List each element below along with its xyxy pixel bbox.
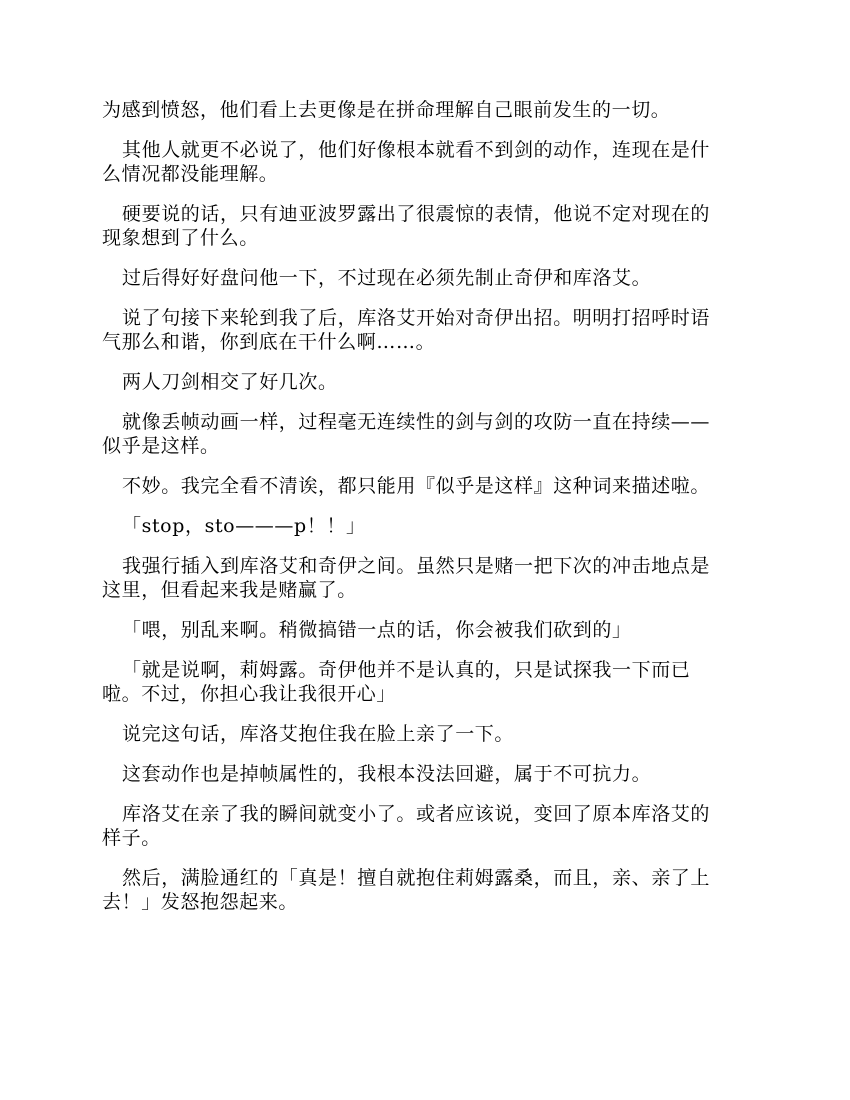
text-line: 硬要说的话，只有迪亚波罗露出了很震惊的表情，他说不定对现在的	[122, 203, 711, 225]
text-line: 「喂，别乱来啊。稍微搞错一点的话，你会被我们砍到的」	[122, 619, 632, 641]
paragraph	[102, 554, 750, 602]
text-line: 现象想到了什么。	[102, 227, 259, 249]
text-line: 过后得好好盘问他一下，不过现在必须先制止奇伊和库洛艾。	[122, 267, 652, 289]
text-line: 这里，但看起来我是赌赢了。	[102, 579, 357, 601]
text-line: 其他人就更不必说了，他们好像根本就看不到剑的动作，连现在是什	[122, 139, 711, 161]
text-line: 两人刀剑相交了好几次。	[122, 371, 338, 393]
text-line: 就像丢帧动画一样，过程毫无连续性的剑与剑的攻防一直在持续——	[122, 411, 711, 433]
text-line: 然后，满脸通红的「真是！擅自就抱住莉姆露桑，而且，亲、亲了上	[122, 867, 711, 889]
text-line: 么情况都没能理解。	[102, 163, 279, 185]
text-line: 为感到愤怒，他们看上去更像是在拼命理解自己眼前发生的一切。	[102, 99, 671, 121]
text-line: 说完这句话，库洛艾抱住我在脸上亲了一下。	[122, 723, 515, 745]
paragraph	[102, 410, 750, 458]
paragraph	[102, 802, 750, 850]
text-line: 「stop，sto———p！！」	[122, 515, 366, 537]
paragraph	[102, 306, 750, 354]
text-line: 说了句接下来轮到我了后，库洛艾开始对奇伊出招。明明打招呼时语	[122, 307, 711, 329]
paragraph	[102, 722, 750, 746]
paragraph	[102, 202, 750, 250]
document-page	[102, 98, 750, 930]
text-line: 这套动作也是掉帧属性的，我根本没法回避，属于不可抗力。	[122, 763, 652, 785]
paragraph	[102, 266, 750, 290]
paragraph	[102, 138, 750, 186]
text-line: 啦。不过，你担心我让我很开心」	[102, 683, 397, 705]
text-line: 不妙。我完全看不清诶，都只能用『似乎是这样』这种词来描述啦。	[122, 475, 711, 497]
paragraph	[102, 514, 750, 538]
paragraph	[102, 618, 750, 642]
paragraph	[102, 474, 750, 498]
paragraph	[102, 762, 750, 786]
text-line: 去！」发怒抱怨起来。	[102, 891, 299, 913]
text-line: 气那么和谐，你到底在干什么啊……。	[102, 331, 436, 353]
paragraph	[102, 98, 750, 122]
paragraph	[102, 658, 750, 706]
text-line: 似乎是这样。	[102, 435, 220, 457]
text-line: 我强行插入到库洛艾和奇伊之间。虽然只是赌一把下次的冲击地点是	[122, 555, 711, 577]
text-line: 「就是说啊，莉姆露。奇伊他并不是认真的，只是试探我一下而已	[122, 659, 691, 681]
paragraph	[102, 866, 750, 914]
text-line: 样子。	[102, 827, 161, 849]
text-line: 库洛艾在亲了我的瞬间就变小了。或者应该说，变回了原本库洛艾的	[122, 803, 711, 825]
paragraph	[102, 370, 750, 394]
